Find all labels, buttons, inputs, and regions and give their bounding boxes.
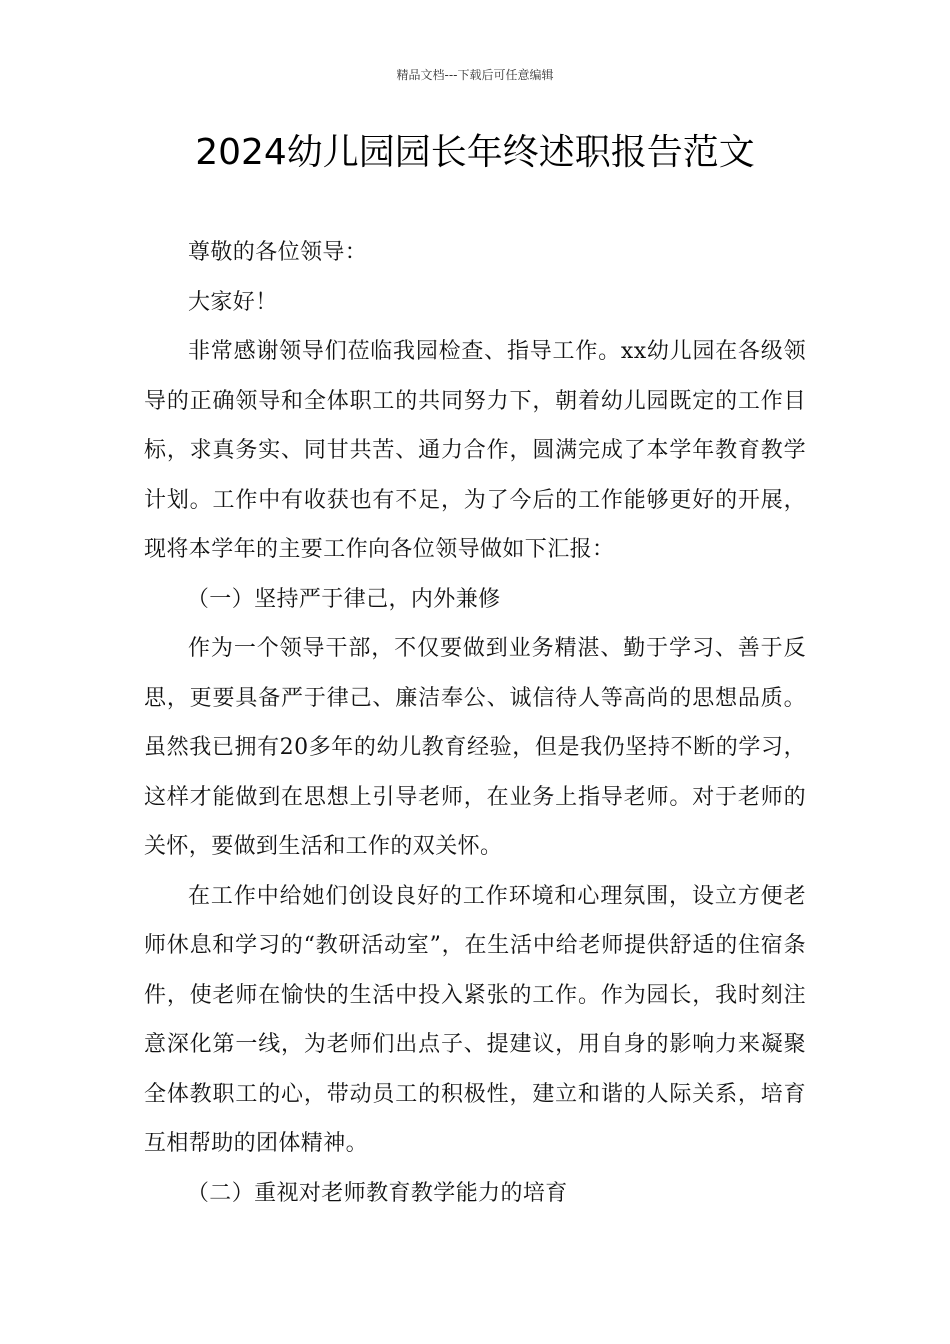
greeting: 大家好！ xyxy=(188,289,278,315)
header-note: 精品文档---下载后可任意编辑 xyxy=(396,68,554,82)
section-heading-1: （一）坚持严于律己，内外兼修 xyxy=(186,586,501,612)
salutation: 尊敬的各位领导： xyxy=(188,240,368,265)
paragraph-section-1b: 在工作中给她们创设良好的工作环境和心理氛围，设立方便老师休息和学习的“教研活动室”，在生活中给老师提供舒适的住宿条件，使老师在愉快的生活中投入紧张的工作。作为园长，我时刻注意深化第一线，为老师们出点子、提建议，用自身的影响力来凝聚全体教职工的心，带动员工的积极性，建立和谐的人际关系，培育互相帮助的团体精神。 xyxy=(144,883,806,1156)
section-heading-2: （二）重视对老师教育教学能力的培育 xyxy=(186,1180,568,1206)
document-title: 2024幼儿园园长年终述职报告范文 xyxy=(195,132,755,173)
paragraph-section-1a: 作为一个领导干部，不仅要做到业务精湛、勤于学习、善于反思，更要具备严于律己、廉洁奉公、诚信待人等高尚的思想品质。虽然我已拥有20多年的幼儿教育经验，但是我仍坚持不断的学习，这样才能做到在思想上引导老师，在业务上指导老师。对于老师的关怀，要做到生活和工作的双关怀。 xyxy=(144,636,806,859)
document-body xyxy=(144,228,806,1218)
paragraph-intro: 非常感谢领导们莅临我园检查、指导工作。xx幼儿园在各级领导的正确领导和全体职工的共同努力下，朝着幼儿园既定的工作目标，求真务实、同甘共苦、通力合作，圆满完成了本学年教育教学计划。工作中有收获也有不足，为了今后的工作能够更好的开展，现将本学年的主要工作向各位领导做如下汇报： xyxy=(144,339,806,562)
